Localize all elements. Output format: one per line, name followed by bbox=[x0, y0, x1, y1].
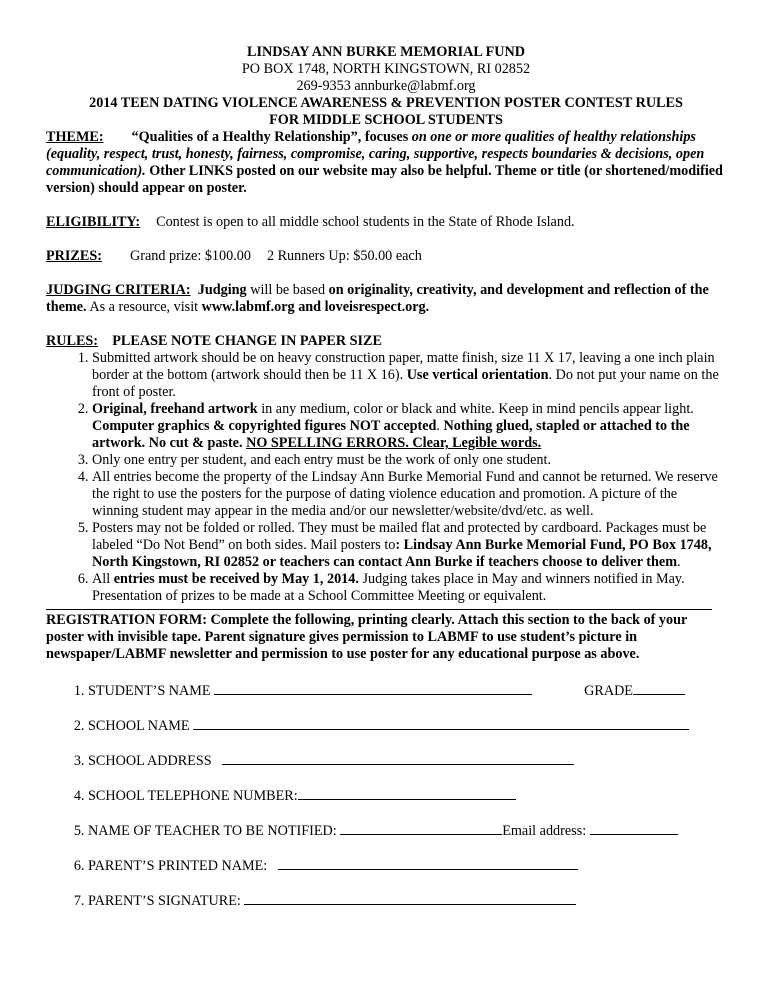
theme-rest: Other LINKS posted on our website may also be helpful. Theme or title (or shortened/modified version) should appear on poster. bbox=[46, 163, 723, 196]
rule-item: 4. All entries become the property of the Lindsay Ann Burke Memorial Fund and cannot be returned. We reserve the right to use the posters for the purpose of dating violence education and promotion. A picture of the winning student may appear in the media and/or our newsletter/website/dvd/etc. as well. bbox=[92, 469, 726, 520]
rules-label: RULES: bbox=[46, 333, 99, 349]
eligibility-section bbox=[46, 214, 726, 231]
rules-note: PLEASE NOTE CHANGE IN PAPER SIZE bbox=[112, 333, 382, 349]
rule-text: Posters may not be folded or rolled. They must be mailed flat and protected by cardboard. Packages must be labeled “Do Not Bend” on both sides. Mail posters to bbox=[92, 520, 707, 553]
eligibility-text: Contest is open to all middle school students in the State of Rhode Island. bbox=[156, 214, 575, 230]
prizes-label: PRIZES: bbox=[46, 248, 102, 264]
runners-up: 2 Runners Up: $50.00 each bbox=[266, 248, 422, 264]
judging-section bbox=[46, 282, 726, 316]
school-address-field[interactable] bbox=[222, 751, 574, 765]
school-name-label: SCHOOL NAME bbox=[88, 718, 190, 734]
judging-criteria: on originality, creativity, and development and reflection of the theme. bbox=[46, 282, 709, 315]
org-contact: 269-9353 annburke@labmf.org bbox=[296, 78, 476, 94]
rule-item: 3. Only one entry per student, and each entry must be the work of only one student. bbox=[92, 452, 726, 469]
org-address: PO BOX 1748, NORTH KINGSTOWN, RI 02852 bbox=[241, 61, 531, 77]
judging-websites: www.labmf.org and loveisrespect.org. bbox=[201, 299, 430, 315]
eligibility-label: ELIGIBILITY: bbox=[46, 214, 141, 230]
rule-emphasis: : Lindsay Ann Burke Memorial Fund, PO Box 1748, North Kingstown, RI 02852 or teachers can contact Ann Burke if teachers choose to deliver them bbox=[92, 537, 712, 570]
grade-field[interactable] bbox=[633, 681, 685, 695]
form-row-school-address bbox=[88, 751, 726, 786]
rule-emphasis: NO SPELLING ERRORS. Clear, Legible words. bbox=[246, 435, 542, 451]
judging-word: Judging bbox=[197, 282, 247, 298]
parent-name-label: PARENT’S PRINTED NAME: bbox=[88, 858, 268, 874]
rule-item bbox=[92, 571, 726, 605]
school-phone-field[interactable] bbox=[298, 786, 516, 800]
parent-name-field[interactable] bbox=[278, 856, 578, 870]
theme-focus: on one or more qualities of healthy relationships (equality, respect, trust, honesty, fairness, compromise, caring, supportive, respects boundaries & decisions, open communication). bbox=[46, 129, 705, 179]
student-name-label: STUDENT’S NAME bbox=[88, 683, 211, 699]
teacher-label: NAME OF TEACHER TO BE NOTIFIED: bbox=[88, 823, 337, 839]
rule-text: . bbox=[677, 554, 681, 570]
rule-text: . bbox=[436, 418, 444, 434]
form-row-student-name bbox=[88, 681, 726, 716]
theme-label: THEME: bbox=[46, 129, 104, 145]
rules-document bbox=[46, 44, 726, 926]
school-address-label: SCHOOL ADDRESS bbox=[88, 753, 212, 769]
prizes-section bbox=[46, 248, 726, 265]
registration-form bbox=[46, 681, 726, 926]
form-row-parent-name bbox=[88, 856, 726, 891]
theme-section bbox=[46, 129, 726, 197]
rule-emphasis: Original, freehand artwork bbox=[92, 401, 258, 417]
parent-signature-label: PARENT’S SIGNATURE: bbox=[88, 893, 241, 909]
rules-list bbox=[46, 350, 726, 605]
form-row-teacher bbox=[88, 821, 726, 856]
rule-item bbox=[92, 350, 726, 401]
org-name: LINDSAY ANN BURKE MEMORIAL FUND bbox=[247, 44, 525, 60]
student-name-field[interactable] bbox=[214, 681, 532, 695]
form-row-parent-signature bbox=[88, 891, 726, 926]
rule-text: Submitted artwork should be on heavy construction paper, matte finish, size 11 X 17, leaving a one inch plain border at the bottom (artwork should then be 11 X 16). bbox=[92, 350, 715, 383]
rule-emphasis: Computer graphics & copyrighted figures NOT accepted bbox=[92, 418, 437, 434]
rule-emphasis: Nothing glued, stapled or attached to the artwork. No cut & paste. bbox=[92, 418, 690, 451]
rules-heading bbox=[46, 333, 726, 350]
grand-prize: Grand prize: $100.00 bbox=[129, 248, 251, 264]
judging-label: JUDGING CRITERIA: bbox=[46, 282, 191, 298]
rule-emphasis: entries must be received by May 1, 2014. bbox=[113, 571, 359, 587]
rule-text: All bbox=[92, 571, 114, 587]
cut-line bbox=[46, 609, 712, 610]
contest-title: 2014 TEEN DATING VIOLENCE AWARENESS & PREVENTION POSTER CONTEST RULES bbox=[89, 95, 683, 111]
rule-item bbox=[92, 401, 726, 452]
judging-text: will be based bbox=[246, 282, 329, 298]
email-label: Email address: bbox=[502, 823, 587, 839]
contest-subtitle: FOR MIDDLE SCHOOL STUDENTS bbox=[269, 112, 503, 128]
school-phone-label: SCHOOL TELEPHONE NUMBER: bbox=[88, 788, 298, 804]
theme-quote: “Qualities of a Healthy Relationship”, focuses bbox=[131, 129, 409, 145]
registration-text: Complete the following, printing clearly. Attach this section to the back of your poster with invisible tape. Parent signature gives permission to LABMF to use student’s picture in newspaper/LABMF newsletter and permission to use poster for any educational purpose as above. bbox=[46, 612, 688, 662]
form-row-school-name bbox=[88, 716, 726, 751]
parent-signature-field[interactable] bbox=[244, 891, 576, 905]
school-name-field[interactable] bbox=[193, 716, 689, 730]
registration-intro bbox=[46, 612, 726, 663]
form-row-school-phone bbox=[88, 786, 726, 821]
email-field[interactable] bbox=[590, 821, 678, 835]
rule-item bbox=[92, 520, 726, 571]
rule-text: Judging takes place in May and winners notified in May. Presentation of prizes to be made at a School Committee Meeting or equivalent. bbox=[92, 571, 685, 604]
grade-label: GRADE bbox=[584, 683, 633, 699]
rule-text: in any medium, color or black and white. Keep in mind pencils appear light. bbox=[257, 401, 694, 417]
registration-label: REGISTRATION FORM: bbox=[46, 612, 207, 628]
teacher-field[interactable] bbox=[340, 821, 502, 835]
letterhead bbox=[46, 44, 726, 129]
judging-resource: As a resource, visit bbox=[86, 299, 202, 315]
rule-text: . Do not put your name on the front of poster. bbox=[92, 367, 719, 400]
rule-emphasis: Use vertical orientation bbox=[406, 367, 549, 383]
